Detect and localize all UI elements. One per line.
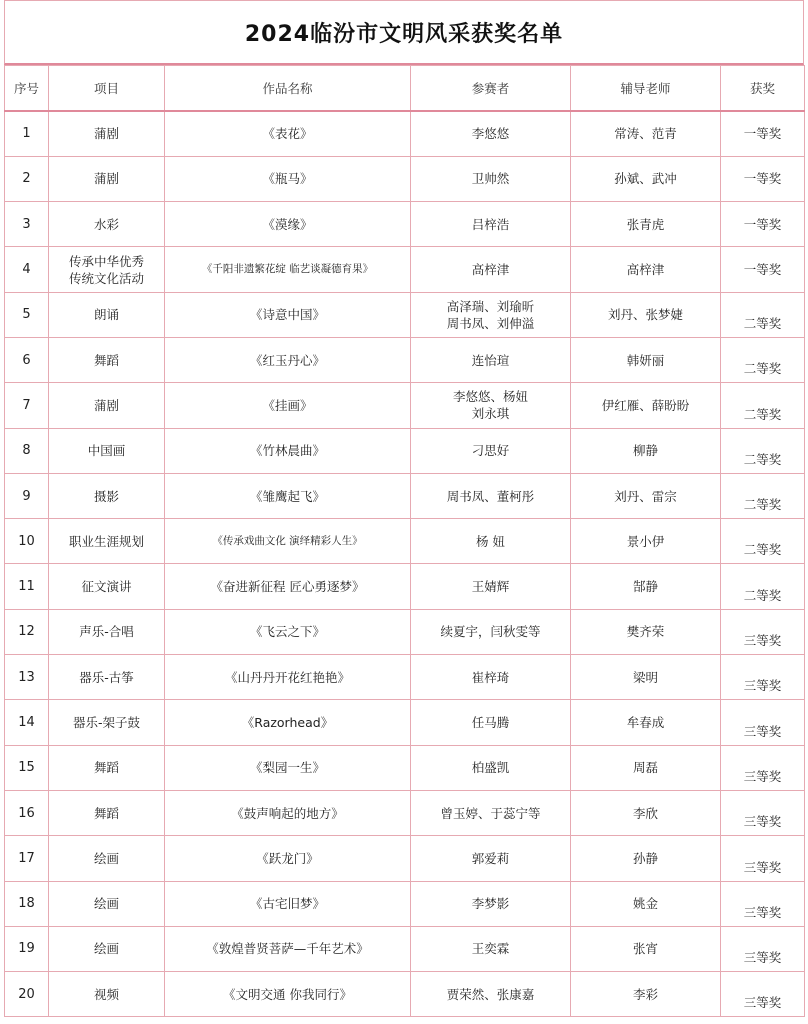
- teachers-cell: 景小伊: [571, 519, 721, 564]
- table-row: [5, 247, 805, 292]
- row-no-cell: 10: [5, 519, 49, 564]
- row-no-cell: 17: [5, 836, 49, 881]
- work-title-cell: 《红玉丹心》: [165, 337, 411, 382]
- participants-cell: [411, 292, 571, 337]
- table-row: [5, 111, 805, 156]
- category-cell: 舞蹈: [49, 337, 165, 382]
- teachers-cell: 梁明: [571, 655, 721, 700]
- category-cell: 视频: [49, 972, 165, 1017]
- row-no-cell: 4: [5, 247, 49, 292]
- category-cell: 职业生涯规划: [49, 519, 165, 564]
- award-cell: 二等奖: [721, 519, 805, 564]
- teachers-cell: 常涛、范青: [571, 111, 721, 156]
- header-row: [5, 66, 805, 112]
- table-row: [5, 790, 805, 835]
- row-no-cell: 12: [5, 609, 49, 654]
- teachers-cell: 姚金: [571, 881, 721, 926]
- table-row: [5, 156, 805, 201]
- teachers-cell: 周磊: [571, 745, 721, 790]
- table-row: [5, 564, 805, 609]
- category-cell-line: 传统文化活动: [68, 270, 144, 286]
- category-cell: 朗诵: [49, 292, 165, 337]
- teachers-cell: 孙静: [571, 836, 721, 881]
- table-row: [5, 745, 805, 790]
- participants-cell: 李梦影: [411, 881, 571, 926]
- row-no-cell: 7: [5, 383, 49, 428]
- teachers-cell: 柳静: [571, 428, 721, 473]
- category-cell: 舞蹈: [49, 745, 165, 790]
- row-no-cell: 5: [5, 292, 49, 337]
- participants-cell-line: 李悠悠、杨妞: [452, 389, 528, 405]
- award-cell: 二等奖: [721, 428, 805, 473]
- teachers-cell: 张青虎: [571, 202, 721, 247]
- work-title-cell: 《瓶马》: [165, 156, 411, 201]
- row-no-cell: 11: [5, 564, 49, 609]
- participants-cell: 王奕霖: [411, 926, 571, 971]
- teachers-cell: 李欣: [571, 790, 721, 835]
- teachers-cell: 樊齐荣: [571, 609, 721, 654]
- work-title-cell: 《雏鹰起飞》: [165, 473, 411, 518]
- participants-cell-line: 高泽瑞、刘瑜昕: [446, 298, 535, 314]
- participants-cell: 杨 妞: [411, 519, 571, 564]
- participants-cell: 吕梓浩: [411, 202, 571, 247]
- row-no-cell: 2: [5, 156, 49, 201]
- work-title-cell: 《文明交通 你我同行》: [165, 972, 411, 1017]
- category-cell: 舞蹈: [49, 790, 165, 835]
- category-cell: 蒲剧: [49, 383, 165, 428]
- award-cell: 一等奖: [721, 247, 805, 292]
- work-title-cell: 《鼓声响起的地方》: [165, 790, 411, 835]
- work-title-cell: 《飞云之下》: [165, 609, 411, 654]
- category-cell: 绘画: [49, 836, 165, 881]
- row-no-cell: 15: [5, 745, 49, 790]
- work-title-cell: 《漠缘》: [165, 202, 411, 247]
- work-title-cell: 《诗意中国》: [165, 292, 411, 337]
- table-row: [5, 655, 805, 700]
- award-cell: 二等奖: [721, 292, 805, 337]
- row-no-cell: 13: [5, 655, 49, 700]
- teachers-cell: 刘丹、张梦婕: [571, 292, 721, 337]
- work-title-cell: 《千阳非遗繁花绽 临艺谈凝德育果》: [165, 247, 411, 292]
- category-cell: 声乐-合唱: [49, 609, 165, 654]
- work-title-cell: 《山丹丹开花红艳艳》: [165, 655, 411, 700]
- header-no: 序号: [5, 66, 49, 112]
- work-title-cell: 《表花》: [165, 111, 411, 156]
- header-teachers: 辅导老师: [571, 66, 721, 112]
- row-no-cell: 3: [5, 202, 49, 247]
- header-work: 作品名称: [165, 66, 411, 112]
- row-no-cell: 9: [5, 473, 49, 518]
- work-title-cell: 《梨园一生》: [165, 745, 411, 790]
- category-cell: 绘画: [49, 881, 165, 926]
- row-no-cell: 6: [5, 337, 49, 382]
- table-row: [5, 202, 805, 247]
- teachers-cell: 伊红雁、薛盼盼: [571, 383, 721, 428]
- participants-cell: 周书凤、董柯彤: [411, 473, 571, 518]
- award-cell: 三等奖: [721, 700, 805, 745]
- work-title-cell: 《Razorhead》: [165, 700, 411, 745]
- category-cell: 摄影: [49, 473, 165, 518]
- table-row: [5, 519, 805, 564]
- work-title-cell: 《奋进新征程 匠心勇逐梦》: [165, 564, 411, 609]
- award-cell: 三等奖: [721, 745, 805, 790]
- category-cell: 器乐-古筝: [49, 655, 165, 700]
- participants-cell: 曾玉婷、于蕊宁等: [411, 790, 571, 835]
- header-category: 项目: [49, 66, 165, 112]
- award-cell: 一等奖: [721, 111, 805, 156]
- table-row: [5, 972, 805, 1017]
- category-cell: 蒲剧: [49, 156, 165, 201]
- category-cell-line: 传承中华优秀: [68, 253, 144, 269]
- award-cell: 三等奖: [721, 790, 805, 835]
- participants-cell: 任马腾: [411, 700, 571, 745]
- participants-cell: 李悠悠: [411, 111, 571, 156]
- category-cell: 水彩: [49, 202, 165, 247]
- table-row: [5, 292, 805, 337]
- work-title-cell: 《挂画》: [165, 383, 411, 428]
- award-table: [4, 65, 805, 1017]
- category-cell: 器乐-架子鼓: [49, 700, 165, 745]
- participants-cell: 高梓津: [411, 247, 571, 292]
- teachers-cell: 高梓津: [571, 247, 721, 292]
- award-cell: 三等奖: [721, 972, 805, 1017]
- table-row: [5, 473, 805, 518]
- award-cell: 二等奖: [721, 473, 805, 518]
- award-cell: 二等奖: [721, 383, 805, 428]
- participants-cell: 崔梓琦: [411, 655, 571, 700]
- table-row: [5, 383, 805, 428]
- award-cell: 三等奖: [721, 609, 805, 654]
- table-row: [5, 428, 805, 473]
- teachers-cell: 牟春成: [571, 700, 721, 745]
- teachers-cell: 韩妍丽: [571, 337, 721, 382]
- row-no-cell: 18: [5, 881, 49, 926]
- participants-cell: 连怡瑄: [411, 337, 571, 382]
- work-title-cell: 《传承戏曲文化 演绎精彩人生》: [165, 519, 411, 564]
- award-cell: 三等奖: [721, 881, 805, 926]
- category-cell: 中国画: [49, 428, 165, 473]
- table-row: [5, 609, 805, 654]
- category-cell: 征文演讲: [49, 564, 165, 609]
- work-title-cell: 《敦煌普贤菩萨—千年艺术》: [165, 926, 411, 971]
- header-award: 获奖: [721, 66, 805, 112]
- teachers-cell: 郜静: [571, 564, 721, 609]
- row-no-cell: 16: [5, 790, 49, 835]
- header-participants: 参赛者: [411, 66, 571, 112]
- table-row: [5, 700, 805, 745]
- row-no-cell: 20: [5, 972, 49, 1017]
- teachers-cell: 刘丹、雷宗: [571, 473, 721, 518]
- participants-cell: 郭爱莉: [411, 836, 571, 881]
- table-row: [5, 881, 805, 926]
- teachers-cell: 孙斌、武冲: [571, 156, 721, 201]
- teachers-cell: 李彩: [571, 972, 721, 1017]
- participants-cell: 续夏宇，闫秋雯等: [411, 609, 571, 654]
- participants-cell: [411, 383, 571, 428]
- award-cell: 三等奖: [721, 926, 805, 971]
- work-title-cell: 《跃龙门》: [165, 836, 411, 881]
- category-cell: 绘画: [49, 926, 165, 971]
- table-row: [5, 337, 805, 382]
- participants-cell: 刁思好: [411, 428, 571, 473]
- row-no-cell: 14: [5, 700, 49, 745]
- award-cell: 三等奖: [721, 836, 805, 881]
- work-title-cell: 《竹林晨曲》: [165, 428, 411, 473]
- row-no-cell: 1: [5, 111, 49, 156]
- participants-cell: 王婧辉: [411, 564, 571, 609]
- participants-cell-line: 周书凤、刘伸溢: [446, 315, 535, 331]
- table-row: [5, 836, 805, 881]
- teachers-cell: 张宵: [571, 926, 721, 971]
- row-no-cell: 19: [5, 926, 49, 971]
- award-sheet: [4, 0, 804, 1024]
- participants-cell: 柏盛凯: [411, 745, 571, 790]
- category-cell: [49, 247, 165, 292]
- table-body: [5, 111, 805, 1017]
- award-cell: 二等奖: [721, 564, 805, 609]
- award-cell: 一等奖: [721, 202, 805, 247]
- participants-cell-line: 刘永琪: [471, 406, 510, 422]
- award-cell: 三等奖: [721, 655, 805, 700]
- row-no-cell: 8: [5, 428, 49, 473]
- participants-cell: 卫帅然: [411, 156, 571, 201]
- participants-cell: 贾荣然、张康嘉: [411, 972, 571, 1017]
- page-title: 2024临汾市文明风采获奖名单: [4, 0, 804, 65]
- table-row: [5, 926, 805, 971]
- award-cell: 一等奖: [721, 156, 805, 201]
- work-title-cell: 《古宅旧梦》: [165, 881, 411, 926]
- award-cell: 二等奖: [721, 337, 805, 382]
- category-cell: 蒲剧: [49, 111, 165, 156]
